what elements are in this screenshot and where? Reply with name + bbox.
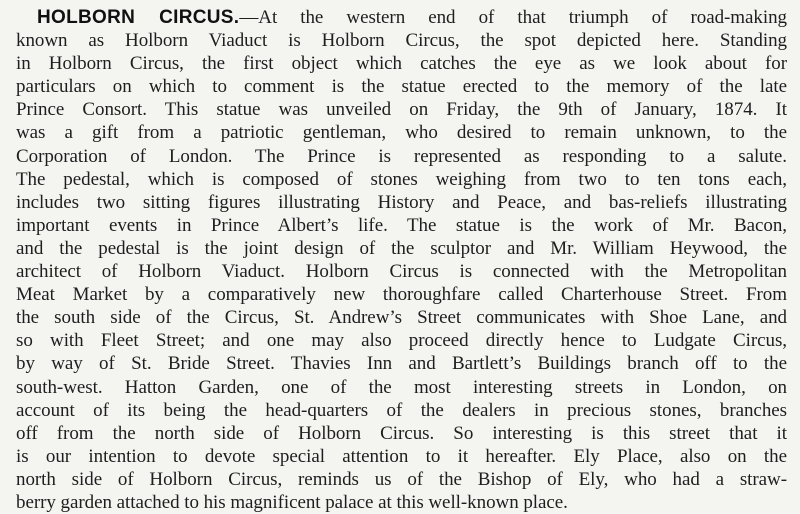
article-line: architect of Holborn Viaduct. Holborn Circus is connected with the Metropolitan (16, 261, 787, 283)
article-line: The pedestal, which is composed of stones weighing from two to ten tons each, (16, 168, 787, 190)
article-line: south-west. Hatton Garden, one of the most interesting streets in London, on (16, 376, 787, 398)
article-line: Meat Market by a comparatively new thoroughfare called Charterhouse Street. From (16, 284, 787, 306)
article-line: was a gift from a patriotic gentleman, who desired to remain unknown, to the (16, 122, 787, 144)
article-line: the south side of the Circus, St. Andrew’s Street communicates with Shoe Lane, and (16, 307, 787, 329)
article-line: Prince Consort. This statue was unveiled on Friday, the 9th of January, 1874. It (16, 99, 787, 121)
article-line-last: berry garden attached to his magnificent palace at this well-known place. (16, 491, 568, 513)
article-line: Corporation of London. The Prince is represented as responding to a salute. (16, 145, 787, 167)
article-line: important events in Prince Albert’s life. The statue is the work of Mr. Bacon, (16, 214, 787, 236)
article-line: north side of Holborn Circus, reminds us of the Bishop of Ely, who had a straw- (16, 468, 787, 490)
article-line: in Holborn Circus, the first object which catches the eye as we look about for (16, 53, 787, 75)
article-line: by way of St. Bride Street. Thavies Inn and Bartlett’s Buildings branch off to the (16, 353, 787, 375)
article-line: off from the north side of Holborn Circus. So interesting is this street that it (16, 422, 787, 444)
article-line: account of its being the head-quarters of the dealers in precious stones, branches (16, 399, 787, 421)
article-line-1 (16, 6, 787, 29)
article-heading: HOLBORN CIRCUS. (37, 7, 240, 28)
article-line: and the pedestal is the joint design of the sculptor and Mr. William Heywood, the (16, 237, 787, 259)
article-line: so with Fleet Street; and one may also proceed directly hence to Ludgate Circus, (16, 330, 787, 352)
article-body (16, 6, 787, 514)
article-line-text: —At the western end of that triumph of road-making (239, 7, 787, 28)
article-line: is our intention to devote special attention to it hereafter. Ely Place, also on the (16, 445, 787, 467)
article-line: particulars on which to comment is the statue erected to the memory of the late (16, 76, 787, 98)
article-line: known as Holborn Viaduct is Holborn Circus, the spot depicted here. Standing (16, 30, 787, 52)
article-line: includes two sitting figures illustrating History and Peace, and bas-reliefs illustrating (16, 191, 787, 213)
